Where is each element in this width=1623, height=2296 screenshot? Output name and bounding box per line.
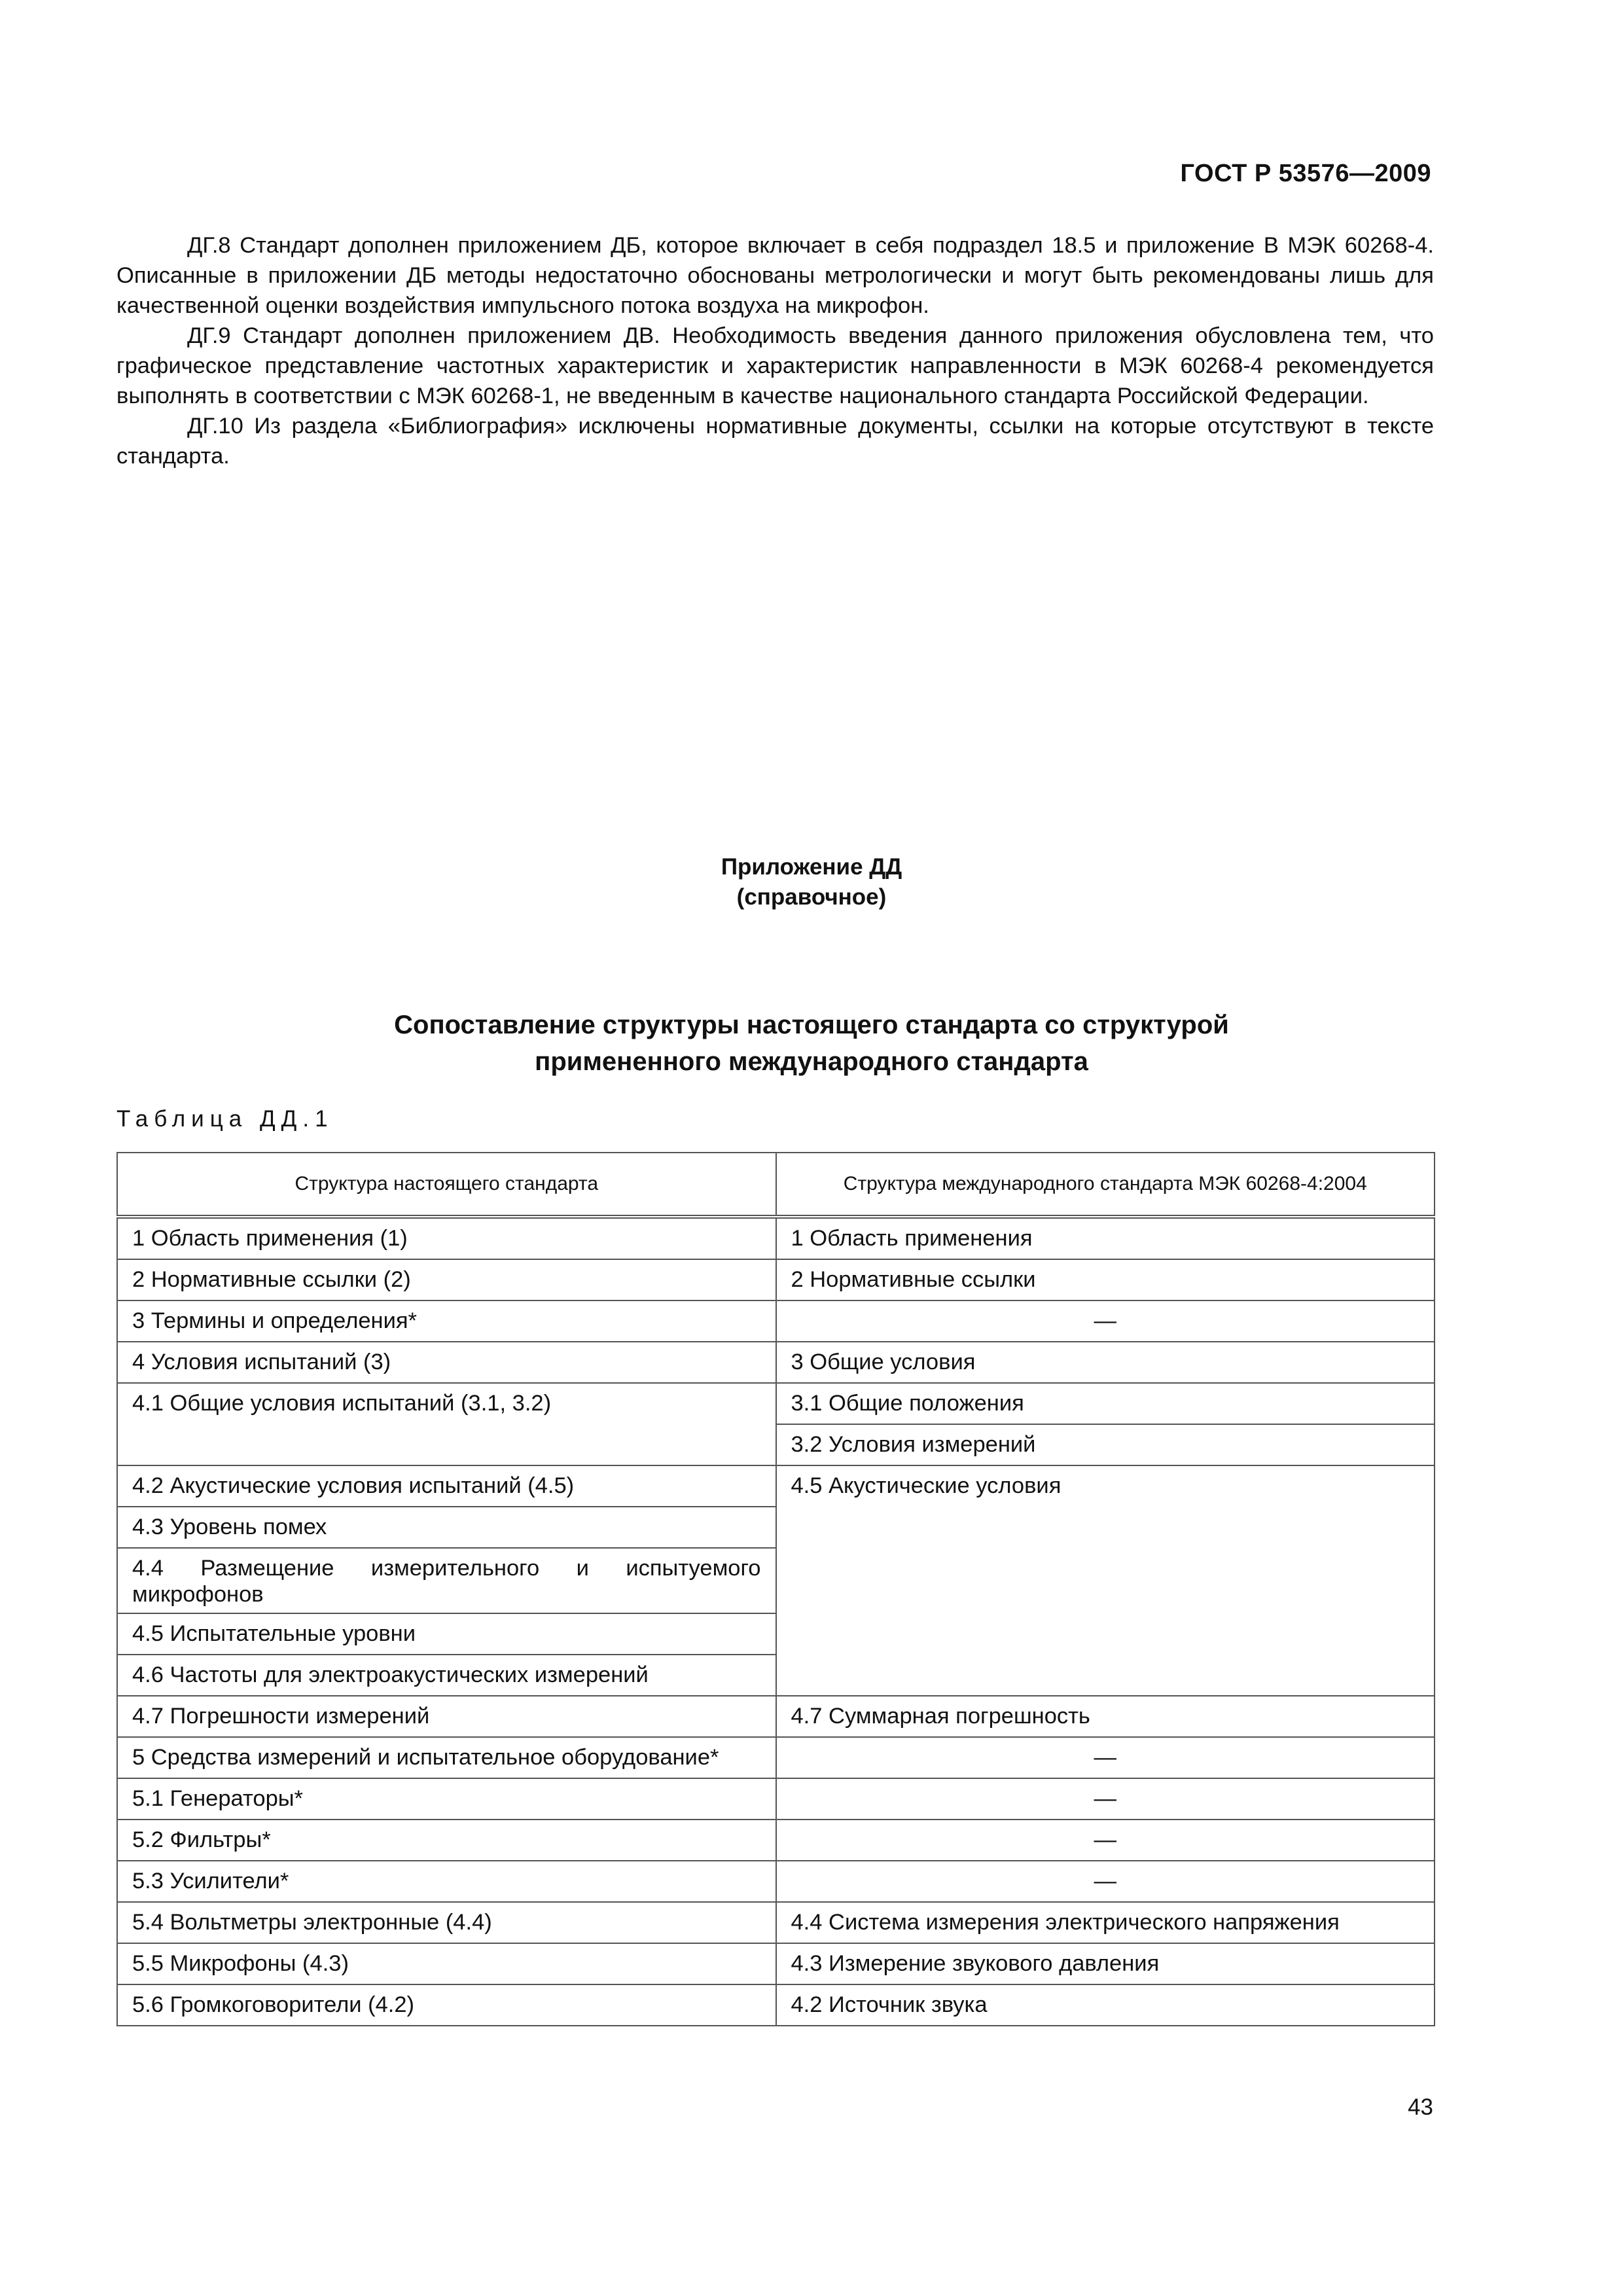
table-row bbox=[117, 1984, 1435, 2026]
document-code: ГОСТ Р 53576—2009 bbox=[1180, 160, 1431, 187]
table-cell-right: 4.7 Суммарная погрешность bbox=[776, 1696, 1435, 1737]
table-cell-right: 3.2 Условия измерений bbox=[776, 1424, 1435, 1465]
table-cell-right: — bbox=[776, 1861, 1435, 1902]
table-row bbox=[117, 1778, 1435, 1820]
table-cell-left: 5.5 Микрофоны (4.3) bbox=[117, 1943, 776, 1984]
table-row bbox=[117, 1217, 1435, 1259]
paragraph-dg8: ДГ.8 Стандарт дополнен приложением ДБ, которое включает в себя подраздел 18.5 и приложение В МЭК 60268-4. Описанные в приложении ДБ методы недостаточно обоснованы метрологически и могут быть рекомендованы лишь для качественной оценки воздействия импульсного потока воздуха на микрофон. bbox=[116, 233, 1434, 318]
table-cell-right: — bbox=[776, 1778, 1435, 1820]
table-cell-left: 4.5 Испытательные уровни bbox=[117, 1613, 776, 1655]
col-header-national: Структура настоящего стандарта bbox=[117, 1153, 776, 1217]
table-cell-left: 5.4 Вольтметры электронные (4.4) bbox=[117, 1902, 776, 1943]
annex-heading-line2: примененного международного стандарта bbox=[535, 1047, 1088, 1076]
annex-heading-line1: Сопоставление структуры настоящего стандарта со структурой bbox=[394, 1011, 1229, 1039]
table-cell-right: 4.3 Измерение звукового давления bbox=[776, 1943, 1435, 1984]
table-cell-left: 2 Нормативные ссылки (2) bbox=[117, 1259, 776, 1300]
annex-heading bbox=[0, 1007, 1623, 1080]
table-cell-right: 3.1 Общие положения bbox=[776, 1383, 1435, 1424]
table-header-row bbox=[117, 1153, 1435, 1217]
comparison-table-wrapper bbox=[116, 1152, 1435, 2026]
table-row bbox=[117, 1943, 1435, 1984]
table-cell-left: 5.2 Фильтры* bbox=[117, 1820, 776, 1861]
table-cell-right: 4.5 Акустические условия bbox=[776, 1465, 1435, 1696]
table-cell-right: 4.4 Система измерения электрического напряжения bbox=[776, 1902, 1435, 1943]
table-row bbox=[117, 1696, 1435, 1737]
table-cell-right: 4.2 Источник звука bbox=[776, 1984, 1435, 2026]
page-number: 43 bbox=[1408, 2094, 1433, 2120]
paragraph-dg9: ДГ.9 Стандарт дополнен приложением ДВ. Необходимость введения данного приложения обусловлена тем, что графическое представление частотных характеристик и характеристик направленности в МЭК 60268-4 рекомендуется выполнять в соответствии с МЭК 60268-1, не введенным в качестве национального стандарта Российской Федерации. bbox=[116, 323, 1434, 408]
table-cell-left: 4.1 Общие условия испытаний (3.1, 3.2) bbox=[117, 1383, 776, 1465]
table-cell-right: 1 Область применения bbox=[776, 1217, 1435, 1259]
table-label: Таблица ДД.1 bbox=[116, 1106, 334, 1132]
table-cell-left: 5.1 Генераторы* bbox=[117, 1778, 776, 1820]
table-row bbox=[117, 1383, 1435, 1424]
table-row bbox=[117, 1861, 1435, 1902]
table-cell-left: 4.6 Частоты для электроакустических измерений bbox=[117, 1655, 776, 1696]
table-row bbox=[117, 1820, 1435, 1861]
table-cell-right: 2 Нормативные ссылки bbox=[776, 1259, 1435, 1300]
table-cell-left: 1 Область применения (1) bbox=[117, 1217, 776, 1259]
table-row bbox=[117, 1342, 1435, 1383]
table-cell-left: 4.2 Акустические условия испытаний (4.5) bbox=[117, 1465, 776, 1507]
annex-title: Приложение ДД bbox=[721, 854, 902, 880]
table-cell-left: 4.7 Погрешности измерений bbox=[117, 1696, 776, 1737]
table-cell-right: 3 Общие условия bbox=[776, 1342, 1435, 1383]
table-cell-left: 4.4 Размещение измерительного и испытуемого микрофонов bbox=[117, 1548, 776, 1613]
table-cell-right: — bbox=[776, 1737, 1435, 1778]
paragraph-dg10: ДГ.10 Из раздела «Библиография» исключены нормативные документы, ссылки на которые отсутствуют в тексте стандарта. bbox=[116, 414, 1434, 469]
table-row bbox=[117, 1902, 1435, 1943]
table-row bbox=[117, 1737, 1435, 1778]
table-cell-right: — bbox=[776, 1300, 1435, 1342]
table-cell-left: 5.3 Усилители* bbox=[117, 1861, 776, 1902]
annex-kind: (справочное) bbox=[736, 884, 887, 910]
table-cell-left: 4 Условия испытаний (3) bbox=[117, 1342, 776, 1383]
body-text bbox=[116, 230, 1434, 471]
table-cell-left: 4.3 Уровень помех bbox=[117, 1507, 776, 1548]
col-header-international: Структура международного стандарта МЭК 60268-4:2004 bbox=[776, 1153, 1435, 1217]
table-row bbox=[117, 1465, 1435, 1507]
table-cell-left: 5.6 Громкоговорители (4.2) bbox=[117, 1984, 776, 2026]
table-row bbox=[117, 1300, 1435, 1342]
table-row bbox=[117, 1259, 1435, 1300]
table-cell-right: — bbox=[776, 1820, 1435, 1861]
table-cell-left: 5 Средства измерений и испытательное оборудование* bbox=[117, 1737, 776, 1778]
table-cell-left: 3 Термины и определения* bbox=[117, 1300, 776, 1342]
comparison-table bbox=[116, 1152, 1435, 2026]
